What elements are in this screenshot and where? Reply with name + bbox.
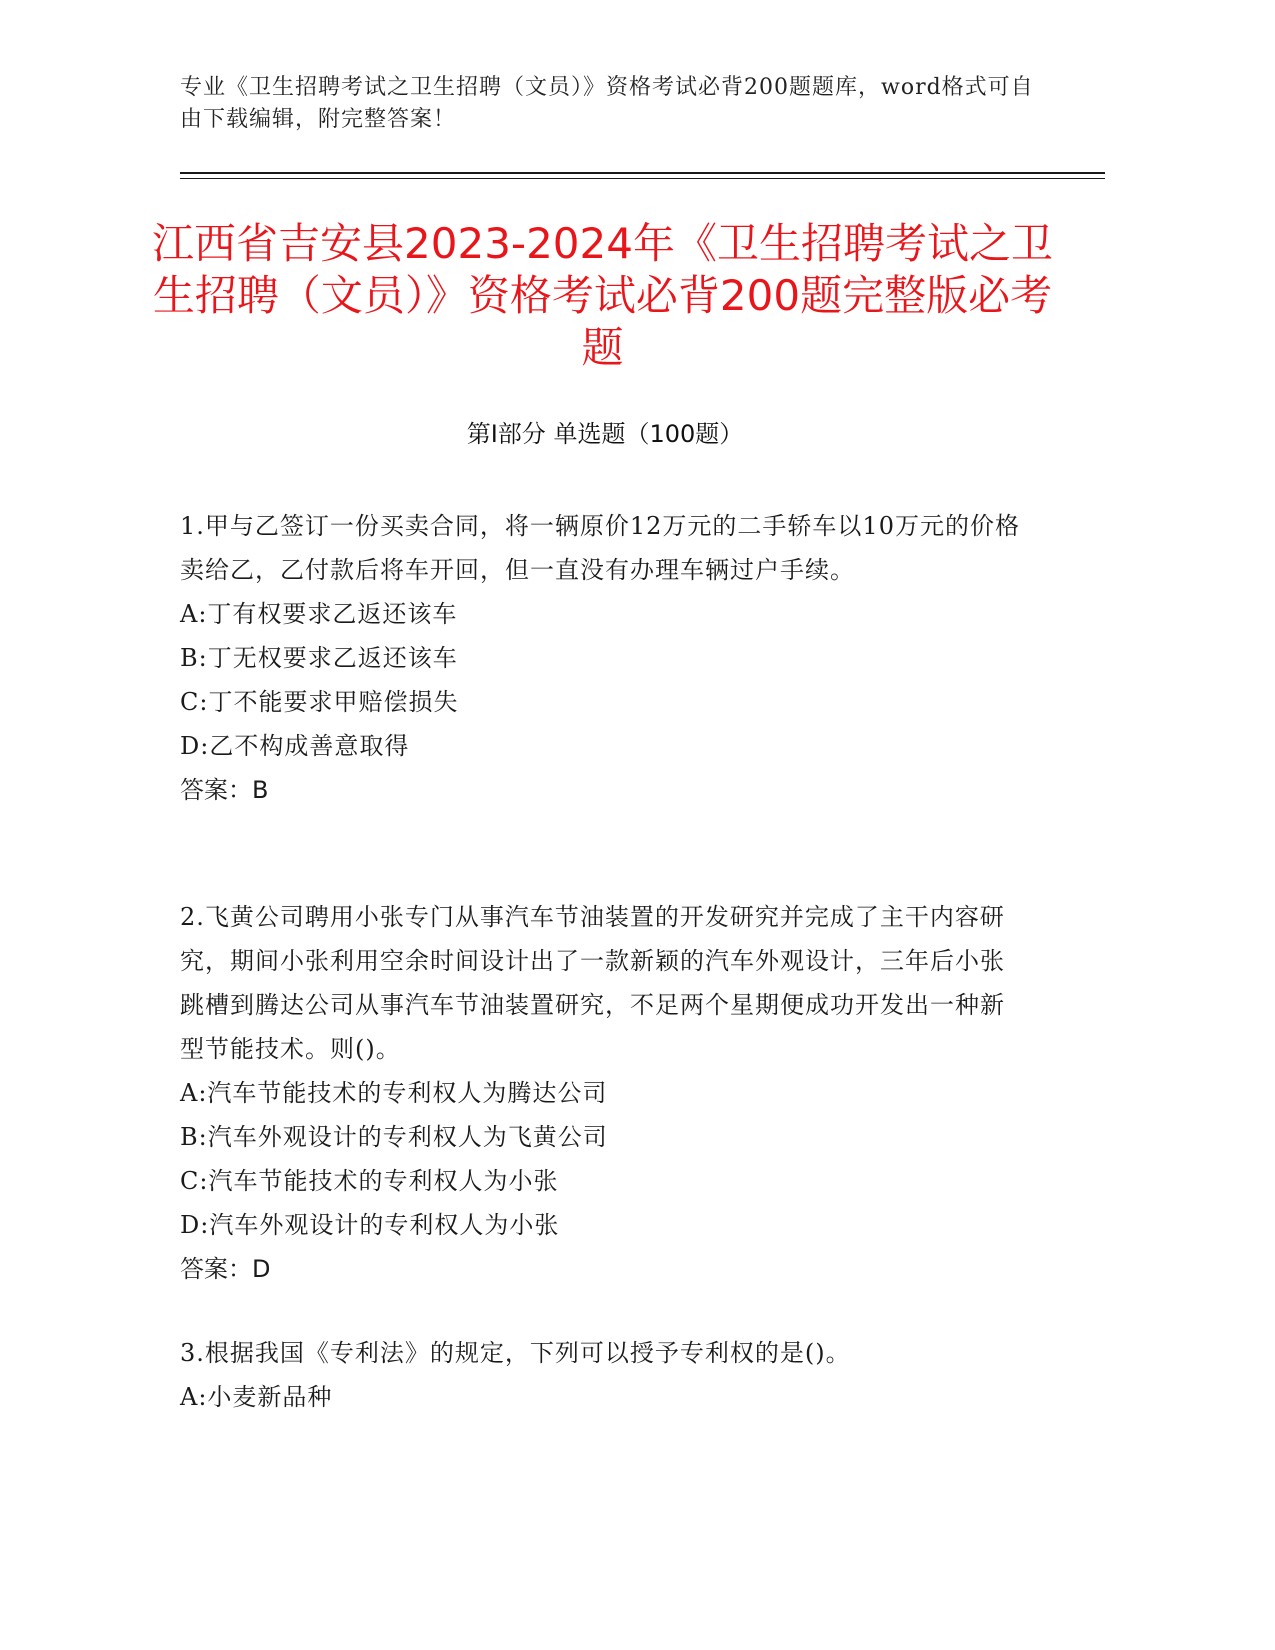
option-a: A:汽车节能技术的专利权人为腾达公司 <box>180 1079 608 1107</box>
section-heading: 第Ⅰ部分 单选题（100题） <box>466 420 744 448</box>
answer: 答案：B <box>180 776 269 804</box>
option-d: D:乙不构成善意取得 <box>180 732 410 760</box>
question-1 <box>180 504 1020 812</box>
option-d: D:汽车外观设计的专利权人为小张 <box>180 1211 560 1239</box>
header-divider-thick <box>180 172 1105 174</box>
question-2 <box>180 895 1020 1291</box>
option-c: C:汽车节能技术的专利权人为小张 <box>180 1167 559 1195</box>
question-stem: 2.飞黄公司聘用小张专门从事汽车节油装置的开发研究并完成了主干内容研究，期间小张利用空余时间设计出了一款新颖的汽车外观设计，三年后小张跳槽到腾达公司从事汽车节油装置研究，不足两个星期便成功开发出一种新型节能技术。则()。 <box>180 903 1005 1063</box>
question-stem: 3.根据我国《专利法》的规定，下列可以授予专利权的是()。 <box>180 1339 851 1367</box>
option-b: B:汽车外观设计的专利权人为飞黄公司 <box>180 1123 608 1151</box>
question-3 <box>180 1331 1020 1419</box>
option-b: B:丁无权要求乙返还该车 <box>180 644 458 672</box>
header-divider-thin <box>180 178 1105 179</box>
option-a: A:小麦新品种 <box>180 1383 333 1411</box>
option-a: A:丁有权要求乙返还该车 <box>180 600 458 628</box>
document-title: 江西省吉安县2023-2024年《卫生招聘考试之卫生招聘（文员）》资格考试必背200题完整版必考题 <box>152 219 1053 372</box>
option-c: C:丁不能要求甲赔偿损失 <box>180 688 459 716</box>
header-note: 专业《卫生招聘考试之卫生招聘（文员）》资格考试必背200题题库，word格式可自由下载编辑，附完整答案！ <box>180 75 1034 132</box>
answer: 答案：D <box>180 1255 271 1283</box>
question-stem: 1.甲与乙签订一份买卖合同，将一辆原价12万元的二手轿车以10万元的价格卖给乙，乙付款后将车开回，但一直没有办理车辆过户手续。 <box>180 512 1020 584</box>
